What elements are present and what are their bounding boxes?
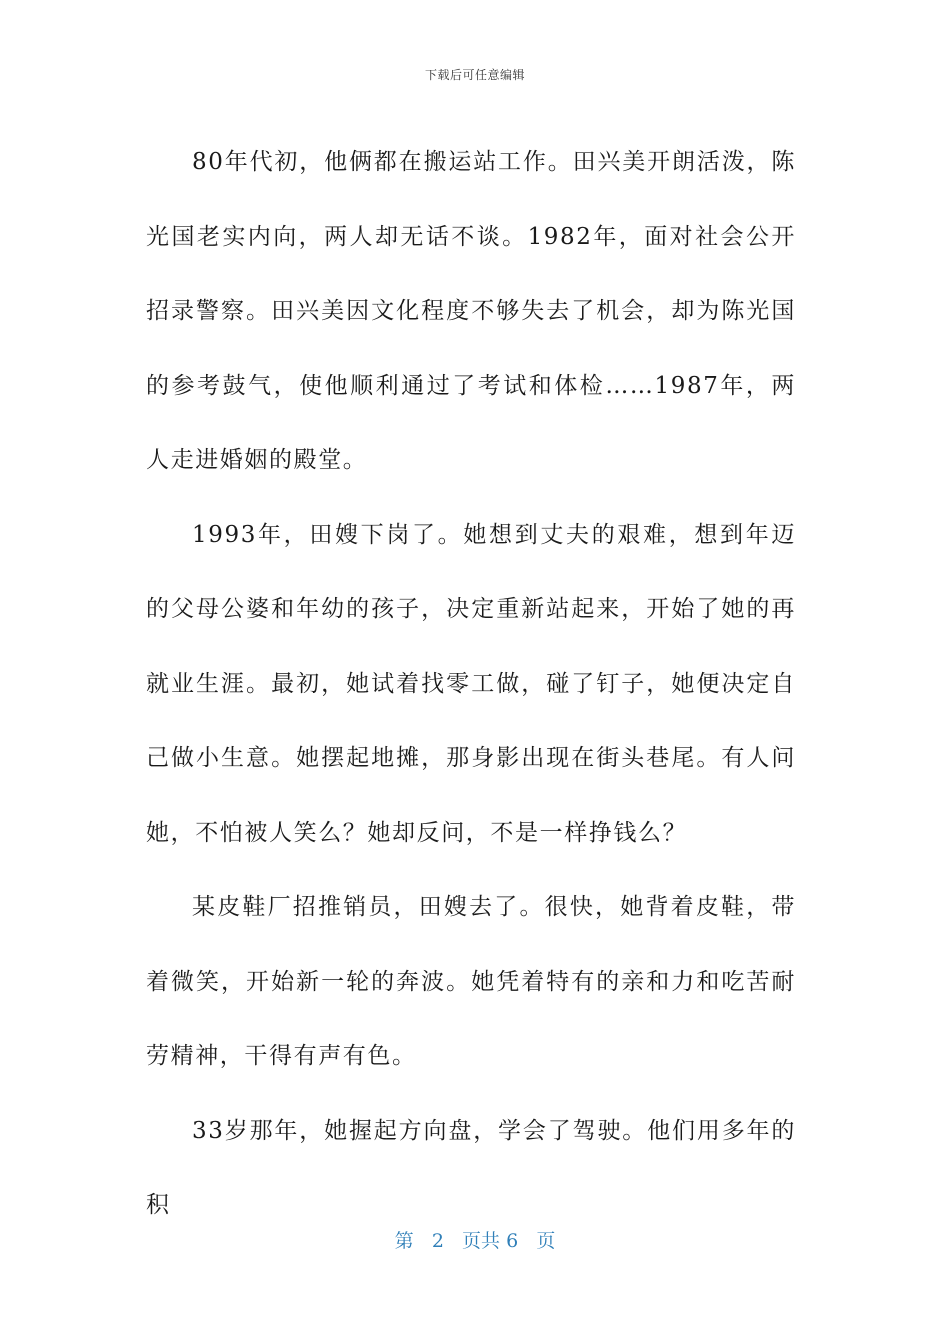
paragraph-3: 某皮鞋厂招推销员，田嫂去了。很快，她背着皮鞋，带着微笑，开始新一轮的奔波。她凭着特有的亲和力和吃苦耐劳精神，干得有声有色。 (146, 894, 796, 1069)
footer-total-pages: 6 (506, 1230, 519, 1252)
page-footer (0, 1226, 950, 1253)
footer-label-page: 第 (394, 1230, 414, 1252)
footer-label-of: 页共 (462, 1230, 501, 1252)
paragraph-1: 80年代初，他俩都在搬运站工作。田兴美开朗活泼，陈光国老实内向，两人却无话不谈。1982年，面对社会公开招录警察。田兴美因文化程度不够失去了机会，却为陈光国的参考鼓气，使他顺利通过了考试和体检……1987年，两人走进婚姻的殿堂。 (146, 149, 796, 473)
footer-current-page: 2 (431, 1230, 444, 1252)
footer-label-end: 页 (536, 1230, 556, 1252)
paragraph-2: 1993年，田嫂下岗了。她想到丈夫的艰难，想到年迈的父母公婆和年幼的孩子，决定重新站起来，开始了她的再就业生涯。最初，她试着找零工做，碰了钉子，她便决定自己做小生意。她摆起地摊，那身影出现在街头巷尾。有人问她，不怕被人笑么？她却反问，不是一样挣钱么？ (146, 521, 796, 846)
document-body (146, 125, 796, 1243)
paragraph-4: 33岁那年，她握起方向盘，学会了驾驶。他们用多年的积 (146, 1117, 796, 1218)
header-note: 下载后可任意编辑 (424, 68, 525, 82)
